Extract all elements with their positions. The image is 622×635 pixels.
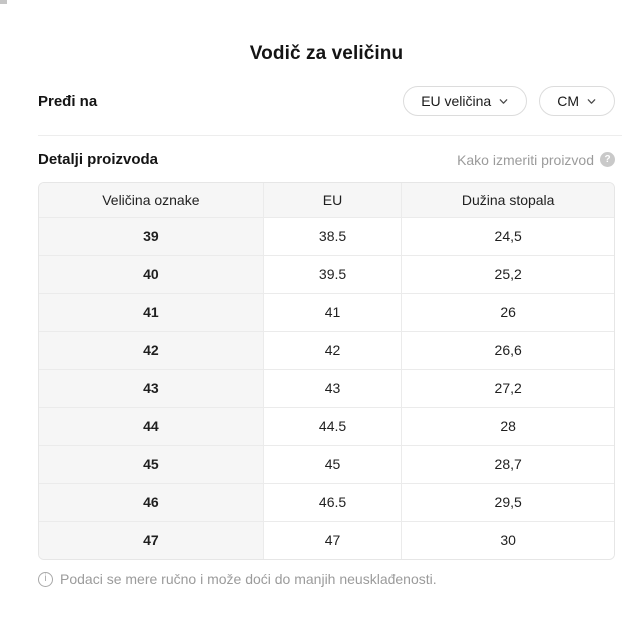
table-cell: 43: [39, 369, 263, 407]
table-cell: 27,2: [402, 369, 614, 407]
table-row: [39, 331, 614, 369]
unit-dropdown[interactable]: [539, 86, 615, 116]
how-to-measure-label: Kako izmeriti proizvod: [457, 151, 594, 168]
table-row: [39, 293, 614, 331]
table-cell: 26: [402, 293, 614, 331]
size-standard-value: EU veličina: [421, 93, 492, 109]
chevron-down-icon: [586, 96, 597, 107]
column-header-3: Dužina stopala: [402, 183, 614, 217]
table-cell: 38.5: [263, 217, 402, 255]
table-row: [39, 483, 614, 521]
chevron-down-icon: [498, 96, 509, 107]
table-cell: 28: [402, 407, 614, 445]
table-cell: 30: [402, 521, 614, 559]
page-title: Vodič za veličinu: [249, 43, 404, 64]
table-cell: 43: [263, 369, 402, 407]
table-row: [39, 521, 614, 559]
size-table-container: [38, 182, 615, 560]
table-cell: 40: [39, 255, 263, 293]
dropdown-group: [403, 86, 615, 116]
table-cell: 39.5: [263, 255, 402, 293]
table-cell: 39: [39, 217, 263, 255]
table-cell: 41: [263, 293, 402, 331]
screenshot-corner-artifact: [0, 0, 7, 4]
table-cell: 28,7: [402, 445, 614, 483]
unit-value: CM: [557, 93, 579, 109]
table-cell: 42: [39, 331, 263, 369]
details-header-row: [38, 136, 615, 182]
measurement-disclaimer: [38, 571, 615, 587]
size-table: [39, 183, 614, 559]
table-cell: 24,5: [402, 217, 614, 255]
table-row: [39, 445, 614, 483]
table-row: [39, 369, 614, 407]
jump-to-label: Pređi na: [38, 92, 98, 110]
table-cell: 26,6: [402, 331, 614, 369]
column-header-2: EU: [263, 183, 402, 217]
table-row: [39, 217, 614, 255]
column-header-1: Veličina oznake: [39, 183, 263, 217]
info-circle-icon: i: [38, 572, 53, 587]
table-cell: 25,2: [402, 255, 614, 293]
table-row: [39, 255, 614, 293]
table-cell: 44: [39, 407, 263, 445]
table-cell: 45: [39, 445, 263, 483]
table-header-row: [39, 183, 614, 217]
table-cell: 46: [39, 483, 263, 521]
table-cell: 44.5: [263, 407, 402, 445]
table-row: [39, 407, 614, 445]
question-circle-icon: ?: [600, 152, 615, 167]
how-to-measure-link[interactable]: [457, 152, 615, 168]
table-cell: 42: [263, 331, 402, 369]
table-cell: 46.5: [263, 483, 402, 521]
table-cell: 41: [39, 293, 263, 331]
table-cell: 47: [39, 521, 263, 559]
table-cell: 29,5: [402, 483, 614, 521]
table-cell: 47: [263, 521, 402, 559]
disclaimer-text: Podaci se mere ručno i može doći do manjih neusklađenosti.: [60, 571, 437, 587]
size-standard-dropdown[interactable]: [403, 86, 527, 116]
jump-to-row: [38, 86, 615, 116]
details-heading: Detalji proizvoda: [38, 151, 159, 168]
table-cell: 45: [263, 445, 402, 483]
